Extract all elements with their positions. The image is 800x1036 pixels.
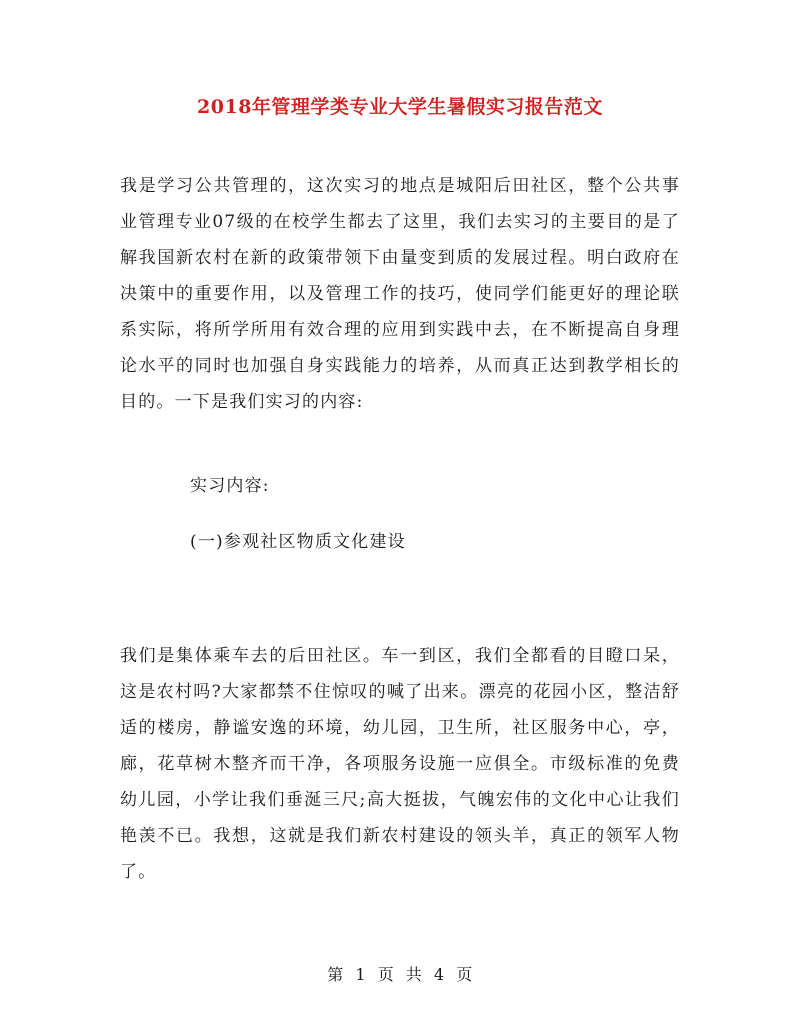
section-heading-visit: (一)参观社区物质文化建设: [190, 532, 406, 552]
footer-total-pages: 4: [433, 965, 445, 984]
footer-suffix: 页: [456, 965, 473, 984]
footer-total-prefix: 共: [405, 965, 423, 984]
document-title: 2018年管理学类专业大学生暑假实习报告范文: [197, 96, 603, 118]
footer-current-page: 1: [355, 965, 367, 984]
intro-paragraph: 我是学习公共管理的，这次实习的地点是城阳后田社区，整个公共事业管理专业07级的在校学生都去了这里，我们去实习的主要目的是了解我国新农村在新的政策带领下由量变到质的发展过程。明白政府在决策中的重要作用，以及管理工作的技巧，使同学们能更好的理论联系实际，将所学所用有效合理的应用到实践中去，在不断提高自身理论水平的同时也加强自身实践能力的培养，从而真正达到教学相长的目的。一下是我们实习的内容:: [120, 176, 680, 412]
footer-page-word: 页: [377, 965, 395, 984]
section-heading-content: 实习内容:: [190, 476, 270, 496]
visit-paragraph: 我们是集体乘车去的后田社区。车一到区，我们全都看的目瞪口呆，这是农村吗?大家都禁不住惊叹的喊了出来。漂亮的花园小区，整洁舒适的楼房，静谧安逸的环境，幼儿园，卫生所，社区服务中心，亭，廊，花草树木整齐而干净，各项服务设施一应俱全。市级标准的免费幼儿园，小学让我们垂涎三尺;高大挺拔，气魄宏伟的文化中心让我们艳羡不已。我想，这就是我们新农村建设的领头羊，真正的领军人物了。: [120, 646, 680, 882]
page-footer: [0, 962, 800, 985]
footer-prefix: 第: [327, 965, 344, 984]
